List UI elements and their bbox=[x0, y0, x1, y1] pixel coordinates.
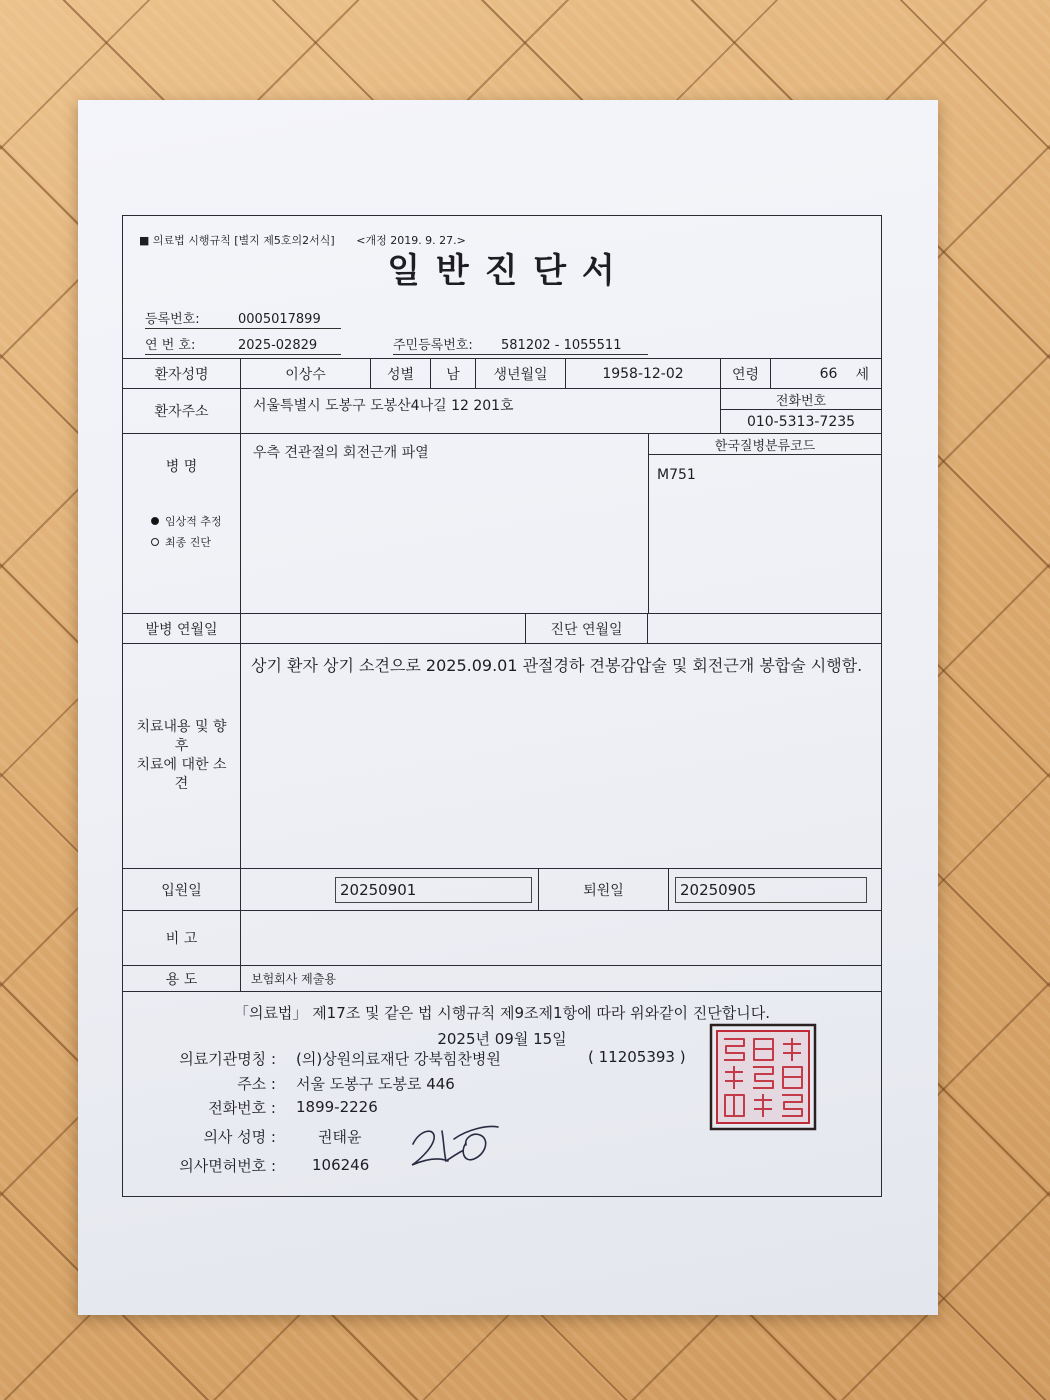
treatment-label-line1: 치료내용 및 향후 bbox=[136, 719, 227, 755]
resident-number-label: 주민등록번호: bbox=[393, 338, 473, 353]
diagnosis-label: 병 명 bbox=[165, 459, 198, 475]
disease-code-label: 한국질병분류코드 bbox=[649, 434, 881, 455]
patient-address-value: 서울특별시 도봉구 도봉산4나길 12 201호 bbox=[241, 389, 721, 433]
doctor-name-label: 의사 성명 : bbox=[203, 1127, 276, 1146]
institution-name-line bbox=[123, 1048, 501, 1068]
patient-name-label: 환자성명 bbox=[123, 359, 241, 388]
age-value: 66 bbox=[819, 365, 838, 382]
diagnosis-date-value bbox=[648, 614, 881, 643]
admission-row bbox=[123, 868, 881, 910]
remarks-row bbox=[123, 910, 881, 965]
diagnosis-row bbox=[123, 433, 881, 613]
diagnosis-certificate-paper bbox=[78, 100, 938, 1315]
serial-number-field bbox=[145, 334, 341, 355]
general-diagnosis-form bbox=[122, 215, 882, 1197]
phone-cell bbox=[721, 389, 881, 433]
diagnosis-label-cell bbox=[123, 434, 241, 613]
admission-cell bbox=[241, 869, 539, 910]
serial-number-value: 2025-02829 bbox=[238, 338, 318, 353]
registration-number-field bbox=[145, 308, 341, 329]
age-label: 연령 bbox=[721, 359, 771, 388]
institution-address-line bbox=[123, 1073, 455, 1093]
purpose-row bbox=[123, 965, 881, 991]
option-final-diagnosis bbox=[151, 531, 240, 552]
discharge-label: 퇴원일 bbox=[539, 869, 669, 910]
license-number-value: 106246 bbox=[312, 1156, 370, 1174]
treatment-row bbox=[123, 643, 881, 868]
discharge-date-value: 20250905 bbox=[675, 877, 867, 903]
sex-value: 남 bbox=[431, 359, 476, 388]
disease-code-cell bbox=[649, 434, 881, 613]
admission-date-value: 20250901 bbox=[335, 877, 532, 903]
regulation-reference: ■ 의료법 시행규칙 [별지 제5호의2서식] bbox=[139, 234, 335, 247]
registration-number-row bbox=[123, 306, 881, 332]
attestation-date: 2025년 09월 15일 bbox=[437, 1030, 567, 1048]
patient-info-row bbox=[123, 358, 881, 388]
registration-number-label: 등록번호: bbox=[145, 312, 200, 327]
institution-code: ( 11205393 ) bbox=[588, 1048, 686, 1066]
document-title: 일 반 진 단 서 bbox=[387, 251, 617, 291]
age-unit: 세 bbox=[855, 366, 869, 383]
remarks-value bbox=[241, 911, 881, 965]
treatment-label bbox=[123, 644, 241, 868]
birth-date-value: 1958-12-02 bbox=[566, 359, 721, 388]
attestation-statement: 「의료법」 제17조 및 같은 법 시행규칙 제9조제1항에 따라 위와같이 진단합니다. bbox=[233, 1004, 771, 1022]
diagnosis-date-label: 진단 연월일 bbox=[526, 614, 648, 643]
institution-phone-label: 전화번호 : bbox=[208, 1098, 276, 1117]
option-label: 임상적 추정 bbox=[165, 514, 222, 528]
license-number-label: 의사면허번호 : bbox=[179, 1156, 276, 1175]
onset-date-label: 발병 연월일 bbox=[123, 614, 241, 643]
institution-address-value: 서울 도봉구 도봉로 446 bbox=[296, 1074, 455, 1093]
attestation-section bbox=[123, 991, 881, 1196]
doctor-name-line bbox=[123, 1126, 361, 1146]
treatment-label-line2: 치료에 대한 소견 bbox=[136, 757, 227, 792]
registration-number-value: 0005017899 bbox=[238, 312, 321, 327]
institution-phone-value: 1899-2226 bbox=[296, 1098, 378, 1116]
onset-date-value bbox=[241, 614, 526, 643]
institution-name-value: (의)상원의료재단 강북힘찬병원 bbox=[296, 1049, 501, 1068]
phone-label: 전화번호 bbox=[721, 389, 881, 410]
purpose-value: 보험회사 제출용 bbox=[251, 972, 336, 986]
hospital-seal-stamp bbox=[708, 1022, 818, 1132]
sex-label: 성별 bbox=[371, 359, 431, 388]
patient-address-row bbox=[123, 388, 881, 433]
disease-code-value: M751 bbox=[657, 467, 696, 483]
diagnosis-type-options bbox=[123, 510, 240, 552]
birth-date-label: 생년월일 bbox=[476, 359, 566, 388]
discharge-cell bbox=[669, 869, 881, 910]
institution-address-label: 주소 : bbox=[237, 1074, 276, 1093]
purpose-label: 용 도 bbox=[123, 966, 241, 991]
resident-number-field bbox=[393, 334, 648, 355]
resident-number-value: 581202 - 1055511 bbox=[501, 338, 622, 353]
dates-row bbox=[123, 613, 881, 643]
radio-icon bbox=[151, 517, 159, 525]
option-clinical-estimate bbox=[151, 510, 240, 531]
treatment-text: 상기 환자 상기 소견으로 2025.09.01 관절경하 견봉감압술 및 회전근개 봉합술 시행함. bbox=[251, 656, 863, 675]
remarks-label: 비 고 bbox=[123, 911, 241, 965]
diagnosis-text: 우측 견관절의 회전근개 파열 bbox=[241, 434, 649, 613]
phone-value: 010-5313-7235 bbox=[746, 413, 856, 430]
serial-number-label: 연 번 호: bbox=[145, 338, 196, 353]
patient-address-label: 환자주소 bbox=[123, 389, 241, 433]
doctor-signature bbox=[408, 1120, 503, 1172]
serial-number-row bbox=[123, 332, 881, 358]
radio-icon bbox=[151, 538, 159, 546]
form-header-line bbox=[123, 216, 881, 246]
institution-phone-line bbox=[123, 1097, 378, 1117]
admission-label: 입원일 bbox=[123, 869, 241, 910]
license-number-line bbox=[123, 1155, 369, 1175]
institution-name-label: 의료기관명칭 : bbox=[179, 1049, 276, 1068]
revision-date: <개정 2019. 9. 27.> bbox=[356, 234, 466, 247]
age-cell bbox=[771, 359, 881, 388]
patient-name-value: 이상수 bbox=[241, 359, 371, 388]
doctor-name-value: 권태윤 bbox=[318, 1127, 362, 1146]
option-label: 최종 진단 bbox=[165, 535, 212, 549]
